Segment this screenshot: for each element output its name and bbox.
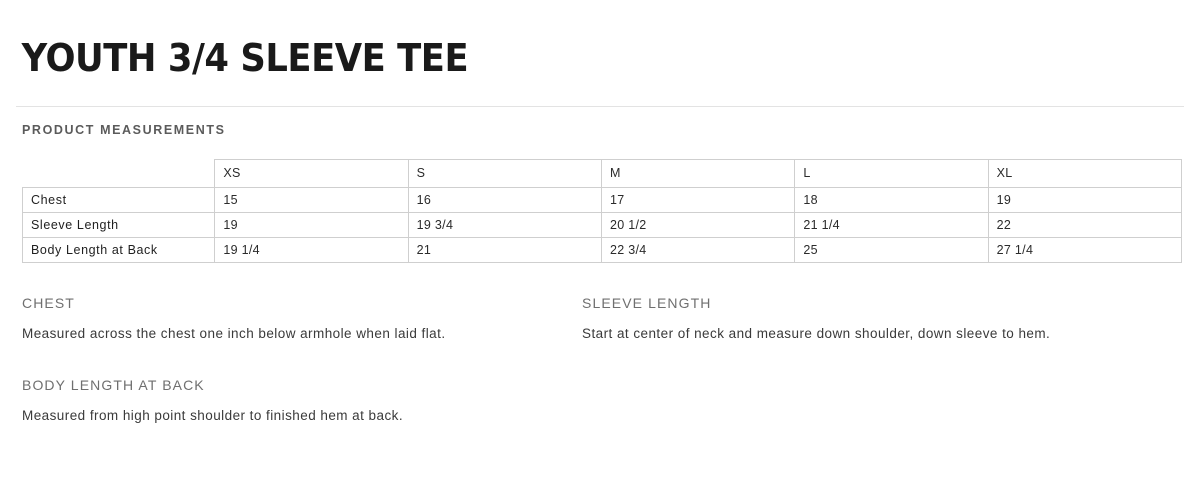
cell-sleeve-m: 20 1/2 (601, 212, 794, 237)
note-title-sleeve-length: SLEEVE LENGTH (582, 294, 712, 311)
table-header-l: L (795, 159, 988, 187)
cell-chest-l: 18 (795, 187, 988, 212)
cell-chest-s: 16 (408, 187, 601, 212)
note-title-body-length-at-back: BODY LENGTH AT BACK (22, 376, 205, 393)
row-label-sleeve-length: Sleeve Length (23, 212, 215, 237)
note-body-sleeve-length: Start at center of neck and measure down shoulder, down sleeve to hem. (582, 325, 1051, 341)
cell-body-xs: 19 1/4 (215, 237, 408, 262)
note-body-chest: Measured across the chest one inch below armhole when laid flat. (22, 325, 446, 341)
cell-sleeve-xs: 19 (215, 212, 408, 237)
table-corner-cell (23, 159, 215, 187)
table-header-xl: XL (988, 159, 1181, 187)
row-label-chest: Chest (23, 187, 215, 212)
cell-chest-xs: 15 (215, 187, 408, 212)
product-measurements-heading: PRODUCT MEASUREMENTS (22, 122, 226, 137)
cell-chest-m: 17 (601, 187, 794, 212)
table-row (23, 237, 1182, 262)
table-header-row (23, 159, 1182, 187)
page-title: YOUTH 3/4 SLEEVE TEE (21, 36, 469, 80)
measurement-notes (22, 295, 1182, 459)
table-header-xs: XS (215, 159, 408, 187)
note-title-chest: CHEST (22, 294, 75, 311)
cell-body-m: 22 3/4 (601, 237, 794, 262)
cell-sleeve-l: 21 1/4 (795, 212, 988, 237)
table-header-m: M (601, 159, 794, 187)
table-row (23, 187, 1182, 212)
note-sleeve-length (582, 295, 1142, 347)
table-row (23, 212, 1182, 237)
cell-chest-xl: 19 (988, 187, 1181, 212)
cell-body-s: 21 (408, 237, 601, 262)
note-chest (22, 295, 582, 347)
cell-body-xl: 27 1/4 (988, 237, 1181, 262)
cell-sleeve-xl: 22 (988, 212, 1181, 237)
row-label-body-length-at-back: Body Length at Back (23, 237, 215, 262)
note-body-length-at-back (22, 377, 582, 429)
note-body-body-length-at-back: Measured from high point shoulder to finished hem at back. (22, 407, 404, 423)
measurements-table (22, 159, 1182, 263)
table-header-s: S (408, 159, 601, 187)
cell-sleeve-s: 19 3/4 (408, 212, 601, 237)
cell-body-l: 25 (795, 237, 988, 262)
